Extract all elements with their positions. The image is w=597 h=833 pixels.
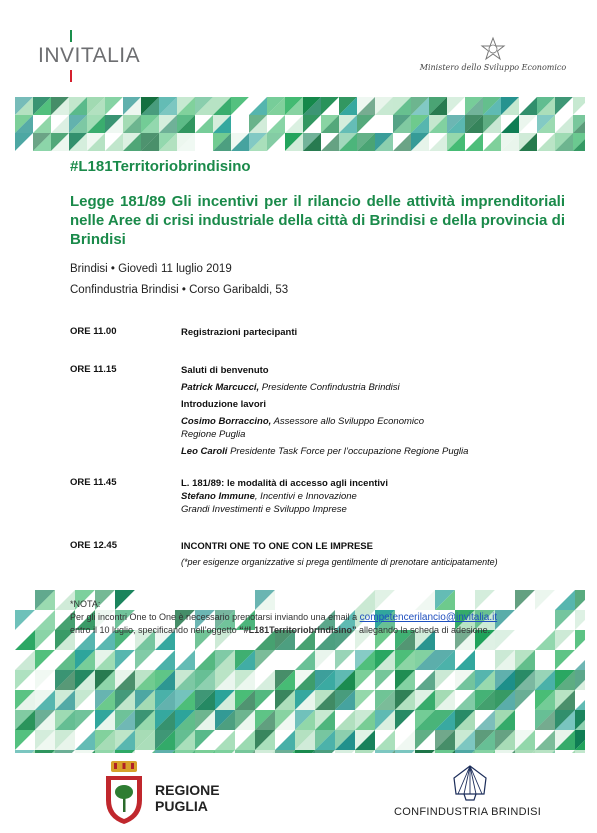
invitalia-wordmark: INVITALIA <box>38 44 141 67</box>
schedule-line: L. 181/89: le modalità di accesso agli incentivi <box>181 478 388 489</box>
schedule-line: Introduzione lavori <box>181 399 266 410</box>
schedule-line: Cosimo Borraccino, Assessore allo Sviluppo Economico <box>181 416 425 427</box>
logo-green-mark <box>70 30 72 42</box>
schedule-time: ORE 12.45 <box>70 540 117 551</box>
confindustria-shell-icon <box>450 764 490 802</box>
ministry-logo <box>418 36 568 76</box>
event-hashtag: #L181Territoriobrindisino <box>70 158 251 175</box>
schedule-time: ORE 11.00 <box>70 326 117 337</box>
schedule-line: Regione Puglia <box>181 429 246 440</box>
note-label: *NOTA: <box>70 599 101 609</box>
regione-puglia-text: REGIONE PUGLIA <box>155 782 220 814</box>
schedule-time: ORE 11.45 <box>70 477 117 488</box>
confindustria-text: CONFINDUSTRIA BRINDISI <box>394 806 542 818</box>
note-line-2: entro il 10 luglio, specificando nell’oggetto “#L181Territoriobrindisino” allegando la scheda di adesione. <box>70 625 491 635</box>
regione-puglia-logo <box>103 760 233 826</box>
schedule-line: Registrazioni partecipanti <box>181 327 298 338</box>
schedule-line: INCONTRI ONE TO ONE CON LE IMPRESE <box>181 541 373 552</box>
schedule-line: Grandi Investimenti e Sviluppo Imprese <box>181 504 347 515</box>
invitalia-logo <box>38 30 158 85</box>
logo-red-mark <box>70 70 72 82</box>
schedule-line: Leo Caroli Presidente Task Force per l’occupazione Regione Puglia <box>181 446 469 457</box>
decorative-banner <box>15 97 585 151</box>
schedule-line: (*per esigenze organizzative si prega gentilmente di prenotare anticipatamente) <box>181 557 498 567</box>
schedule-line: Saluti di benvenuto <box>181 365 269 376</box>
schedule-line: Stefano Immune, Incentivi e Innovazione <box>181 491 357 502</box>
ministry-name: Ministero dello Sviluppo Economico <box>419 63 567 72</box>
note-line-1: Per gli incontri One to One è necessario prenotarsi inviando una email a competencerilancio@invitalia.it <box>70 612 498 623</box>
schedule-line: Patrick Marcucci, Presidente Confindustria Brindisi <box>181 382 400 393</box>
event-venue: Confindustria Brindisi • Corso Garibaldi, 53 <box>70 284 289 296</box>
event-date: Brindisi • Giovedì 11 luglio 2019 <box>70 263 232 275</box>
schedule-time: ORE 11.15 <box>70 364 117 375</box>
event-title: Legge 181/89 Gli incentivi per il rilancio delle attività imprenditoriali nelle Aree di crisi industriale della città di Brindisi e della provincia di Brindisi <box>70 193 565 248</box>
confindustria-logo <box>380 764 560 826</box>
contact-email-link[interactable]: competencerilancio@invitalia.it <box>359 612 498 623</box>
booking-note <box>70 598 570 637</box>
italian-emblem-icon <box>480 36 506 62</box>
puglia-coat-of-arms-icon <box>103 760 145 826</box>
